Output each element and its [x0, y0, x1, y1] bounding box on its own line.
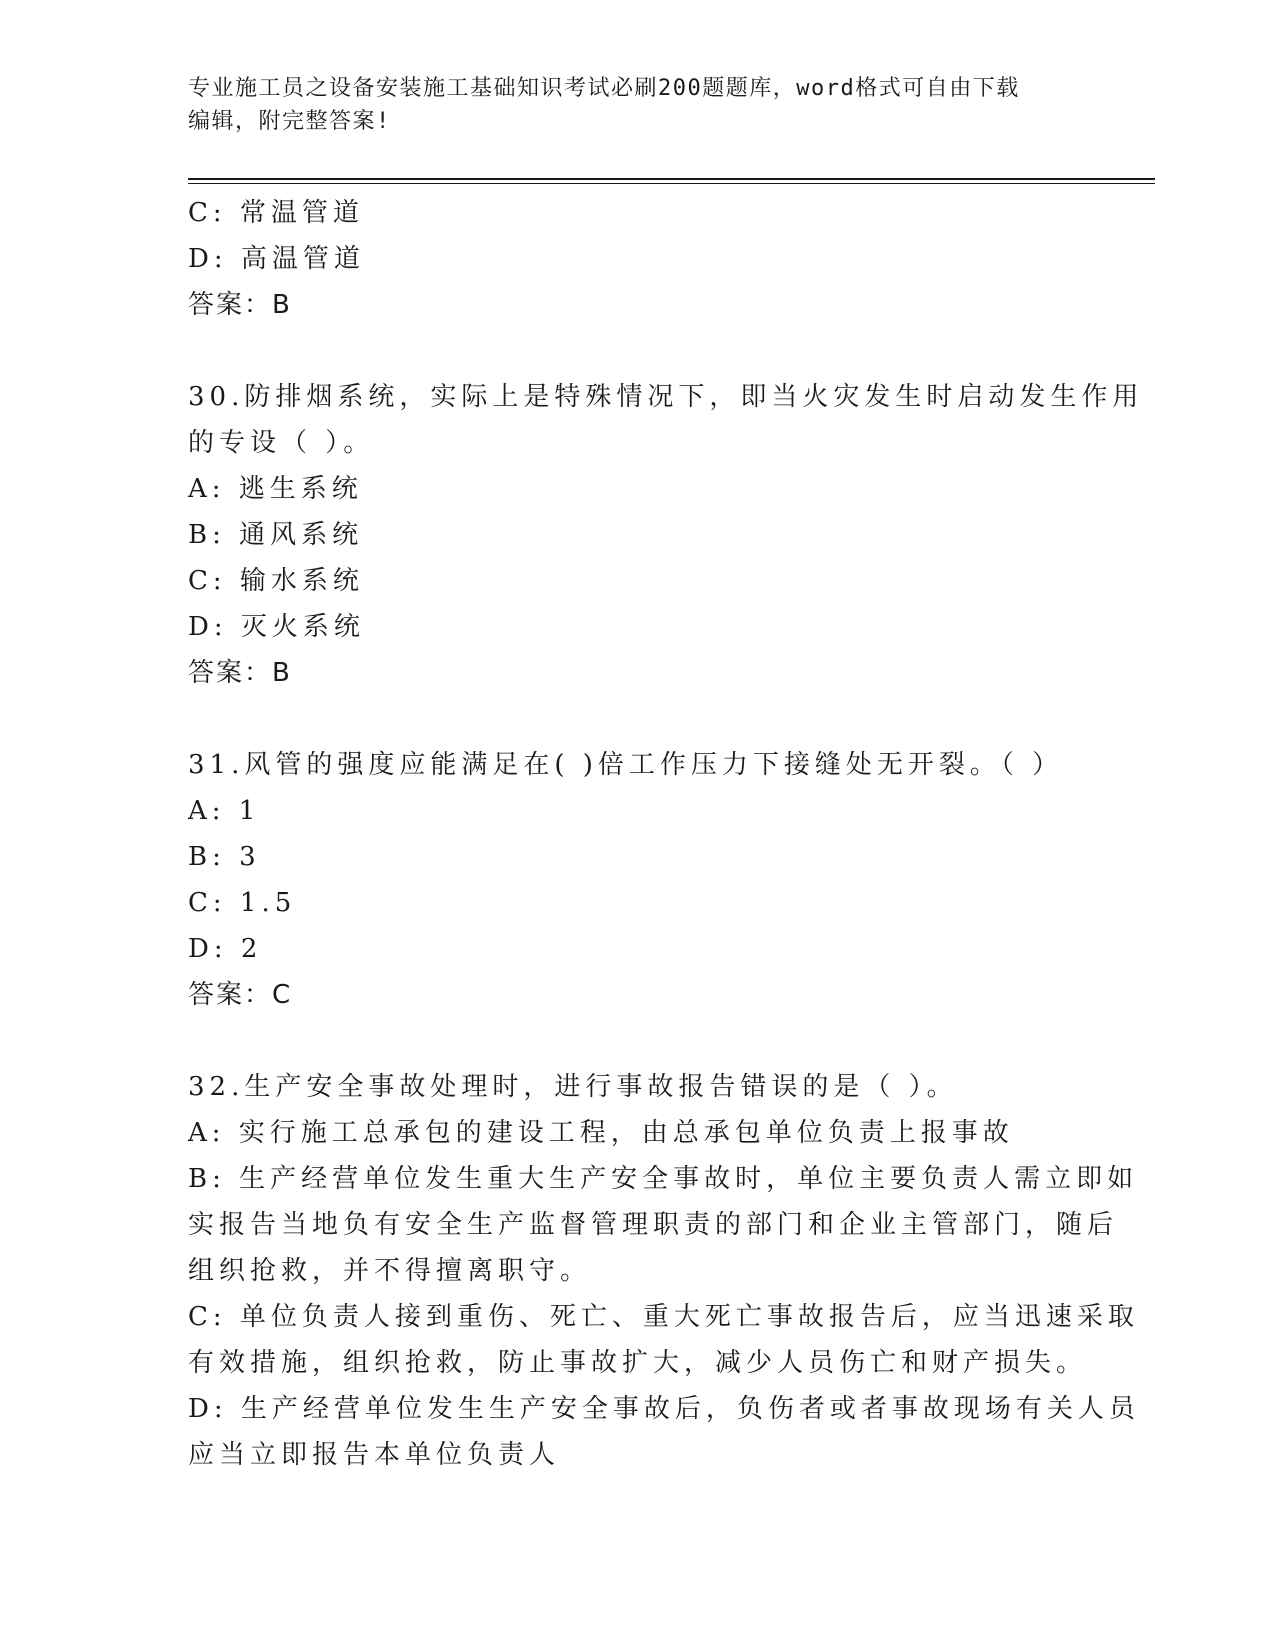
spacer	[188, 328, 1088, 374]
q30-answer: 答案：B	[188, 658, 292, 688]
header-rule-thick	[188, 178, 1155, 180]
spacer	[188, 696, 1088, 742]
q31-stem-line1: 31.风管的强度应能满足在( )倍工作压力下接缝处无开裂。（ ）	[188, 750, 1064, 780]
header-title-line2: 编辑，附完整答案!	[188, 109, 391, 134]
q30-stem-line2: 的专设（ ）。	[188, 428, 375, 458]
document-body	[188, 190, 1144, 1478]
spacer	[188, 1018, 1088, 1064]
q31-option-a: A: 1	[188, 796, 261, 826]
q32-option-d-line1: D: 生产经营单位发生生产安全事故后，负伤者或者事故现场有关人员	[188, 1394, 1140, 1424]
q31-option-c: C: 1.5	[188, 888, 297, 918]
q31-answer: 答案：C	[188, 980, 293, 1010]
header-rule-thin	[188, 183, 1155, 184]
header-title-line1: 专业施工员之设备安装施工基础知识考试必刷200题题库，word格式可自由下载	[188, 76, 1020, 101]
q32-stem-line1: 32.生产安全事故处理时，进行事故报告错误的是（ ）。	[188, 1072, 958, 1102]
q31-option-b: B: 3	[188, 842, 261, 872]
q31-option-d: D: 2	[188, 934, 263, 964]
q30-option-a: A: 逃生系统	[188, 474, 363, 504]
q30-option-d: D: 灭火系统	[188, 612, 365, 642]
document-header	[188, 72, 1088, 138]
q29-option-d: D: 高温管道	[188, 244, 365, 274]
q32-option-c-line2: 有效措施，组织抢救，防止事故扩大，减少人员伤亡和财产损失。	[188, 1348, 1088, 1378]
q30-option-b: B: 通风系统	[188, 520, 364, 550]
q32-option-b-line3: 组织抢救，并不得擅离职守。	[188, 1256, 592, 1286]
q29-option-c: C: 常温管道	[188, 198, 364, 228]
q29-answer: 答案：B	[188, 290, 292, 320]
q32-option-b-line2: 实报告当地负有安全生产监督管理职责的部门和企业主管部门，随后	[188, 1210, 1119, 1240]
q32-option-d-line2: 应当立即报告本单位负责人	[188, 1440, 561, 1470]
q32-option-a: A: 实行施工总承包的建设工程，由总承包单位负责上报事故	[188, 1118, 1014, 1148]
q30-option-c: C: 输水系统	[188, 566, 364, 596]
q32-option-c-line1: C: 单位负责人接到重伤、死亡、重大死亡事故报告后，应当迅速采取	[188, 1302, 1139, 1332]
q30-stem-line1: 30.防排烟系统，实际上是特殊情况下，即当火灾发生时启动发生作用	[188, 382, 1144, 412]
q32-option-b-line1: B: 生产经营单位发生重大生产安全事故时，单位主要负责人需立即如	[188, 1164, 1139, 1194]
